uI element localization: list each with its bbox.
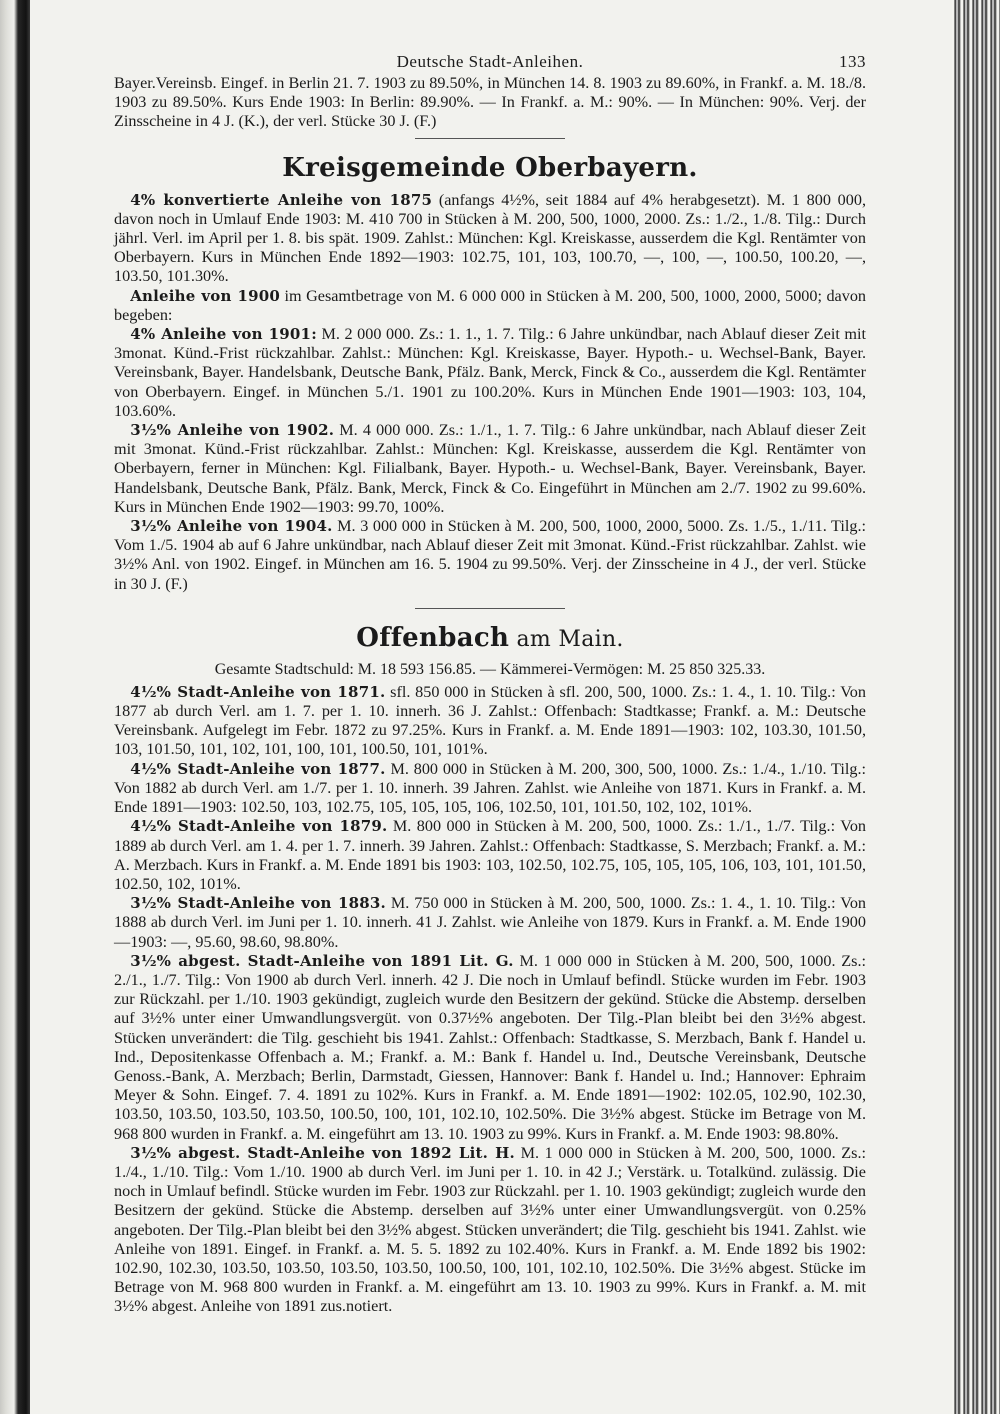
divider — [415, 138, 565, 139]
loan-heading: 4½% Stadt-Anleihe von 1879. — [130, 817, 388, 836]
divider — [415, 608, 565, 609]
intro-paragraph: Bayer.Vereinsb. Eingef. in Berlin 21. 7. 1903 zu 89.50%, in München 14. 8. 1903 zu 89.60%, in Frankf. a. M. 18./8. 1903 zu 89.50%. Kurs Ende 1903: In Berlin: 89.90%. — In Frankf. a. M.: 90%. — In München: 90%. Verj. der Zinsscheine in 4 J. (K.), der verl. Stücke 30 J. (F.) — [114, 74, 866, 131]
section-title-oberbayern: Kreisgemeinde Oberbayern. — [282, 152, 698, 183]
loan-entry — [114, 287, 866, 325]
section-oberbayern-entries — [114, 191, 866, 594]
loan-details: M. 3 000 000 in Stücken à M. 200, 500, 1000, 2000, 5000. Zs. 1./5., 1./11. Tilg.: Vom 1./5. 1904 ab auf 6 Jahre unkündbar, nach Ablauf dieser Zeit mit 3monat. Künd.-Frist rückzahlbar. Zahlst. wie 3½% Anl. von 1902. Eingef. in München am 16. 5. 1904 zu 99.50%. Verj. der Zinsscheine in 4 J., der verl. Stücke in 30 J. (F.) — [114, 517, 866, 593]
debt-summary: Gesamte Stadtschuld: M. 18 593 156.85. — Kämmerei-Vermögen: M. 25 850 325.33. — [214, 660, 766, 678]
loan-heading: Anleihe von 1900 — [130, 286, 281, 305]
loan-details: M. 800 000 in Stücken à M. 200, 300, 500, 1000. Zs.: 1./4., 1./10. Tilg.: Von 1882 ab durch Verl. am 1./7. per 1. 10. innerh. 39 Jahren. Zahlst. wie Anleihe von 1871. Kurs in Frankf. a. M. Ende 1891—1903: 102.50, 103, 102.75, 105, 105, 105, 106, 102.50, 101, 101.50, 102, 102, 101%. — [114, 759, 866, 817]
loan-details: M. 750 000 in Stücken à M. 200, 500, 1000. Zs.: 1. 4., 1. 10. Tilg.: Von 1888 ab durch Verl. im Juni per 1. 10. innerh. 41 J. Zahlst. wie Anleihe von 1879. Kurs in Frankf. a. M. Ende 1900—1903: —, 95.60, 98.60, 98.80%. — [114, 894, 867, 951]
loan-entry — [114, 952, 866, 1144]
loan-heading: 3½% Stadt-Anleihe von 1883. — [130, 894, 386, 913]
loan-entry — [114, 894, 866, 952]
loan-details: M. 1 000 000 in Stücken à M. 200, 500, 1000. Zs.: 2./1., 1./7. Tilg.: Von 1900 ab durch Verl. innerh. 42 J. Die noch in Umlauf befindl. Stücke wurden im Febr. 1903 zur Rückzahl. per 1./10. 1903 gekündigt, zugleich wurde den Besitzern der gekünd. Stücke die Abstemp. derselben auf 3½% unter einer Umwandlungsvergüt. von 0.37½% angeboten. Der Tilg.-Plan bleibt bei den 3½% abgest. Stücken unverändert: die Tilg. geschieht bis 1941. Zahlst.: Offenbach: Stadtkasse, S. Merzbach, Bank f. Handel u. Ind., Depositenkasse Offenbach a. M.; Frankf. a. M.: Bank f. Handel u. Ind., Deutsche Vereinsbank, Deutsche Genoss.-Bank, A. Merzbach; Berlin, Darmstadt, Giessen, Hannover: Bank f. Handel u. Ind.; Hannover: Ephraim Meyer & Sohn. Eingef. 7. 4. 1891 zu 102%. Kurs in Frankf. a. M. Ende 1891—1902: 102.05, 102.90, 102.30, 103.50, 103.50, 103.50, 103.50, 100.50, 100, 101, 102.10, 102.50%. Die 3½% abgest. Stücke im Betrage von M. 968 800 wurden in Frankf. a. M. eingeführt am 13. 10. 1903 zu 99%. Kurs in Frankf. a. M. Ende 1903: 98.80%. — [114, 951, 867, 1143]
loan-heading: 4% Anleihe von 1901: — [130, 325, 317, 344]
loan-entry — [114, 517, 866, 594]
loan-heading: 3½% abgest. Stadt-Anleihe von 1892 Lit. H. — [130, 1143, 515, 1162]
loan-entry — [114, 1144, 866, 1317]
loan-entry — [114, 325, 866, 421]
running-head — [114, 48, 866, 74]
book-spine-edge — [0, 0, 30, 1414]
loan-details: im Gesamtbetrage von M. 6 000 000 in Stücken à M. 200, 500, 1000, 2000, 5000; davon begeben: — [114, 286, 867, 324]
loan-entry — [114, 817, 866, 894]
loan-heading: 3½% abgest. Stadt-Anleihe von 1891 Lit. G. — [130, 951, 514, 970]
loan-details: M. 4 000 000. Zs.: 1./1., 1. 7. Tilg.: 6 Jahre unkündbar, nach Ablauf dieser Zeit mit 3monat. Künd.-Frist rückzahlbar. Zahlst.: München: Kgl. Kreiskasse, ausserdem die Kgl. Rentämter von Oberbayern, ferner in München: Kgl. Filialbank, Bayer. Hypoth.- u. Wechsel-Bank, Bayer. Vereinsbank, Bayer. Handelsbank, Deutsche Bank, Pfälz. Bank, Merck, Finck & Co. Eingeführt in München am 2./7. 1902 zu 99.60%. Kurs in München Ende 1902—1903: 99.70, 100%. — [114, 421, 866, 516]
page-stack-edge — [952, 0, 1000, 1414]
loan-heading: 4½% Stadt-Anleihe von 1877. — [130, 759, 386, 778]
loan-heading: 4½% Stadt-Anleihe von 1871. — [130, 682, 386, 701]
loan-heading: 4% konvertierte Anleihe von 1875 — [130, 190, 433, 209]
loan-details: M. 1 000 000 in Stücken à M. 200, 500, 1000. Zs.: 1./4., 1./10. Tilg.: Vom 1./10. 1900 ab durch Verl. im Juni per 1. 10. in 42 J.; Verstärk. u. Totalkünd. zulässig. Die noch in Umlauf befindl. Stücke wurden im Febr. 1903 zur Rückzahl. per 1. 10. 1903 gekündigt; zugleich wurde den Besitzern der gekünd. Stücke die Abstemp. derselben auf 3½% unter einer Umwandlungsvergüt. von 0.25% angeboten. Der Tilg.-Plan bleibt bei den 3½% abgest. Stücken unverändert; die Tilg. geschieht bis 1941. Zahlst. wie Anleihe von 1891. Eingef. in Frankf. a. M. 5. 5. 1892 zu 102.40%. Kurs in Frankf. a. M. Ende 1892 bis 1902: 102.90, 102.30, 103.50, 103.50, 103.50, 103.50, 100.50, 100, 101, 102.10, 102.50%. Die 3½% abgest. Stücke im Betrage von M. 968 800 wurden in Frankf. a. M. eingeführt am 13. 10. 1903 zu 99%. Kurs in Frankf. a. M. mit 3½% abgest. Anleihe von 1891 zus.notiert. — [114, 1143, 867, 1316]
section-title-offenbach: Offenbach am Main. — [356, 622, 624, 653]
loan-details: sfl. 850 000 in Stücken à sfl. 200, 500, 1000. Zs.: 1. 4., 1. 10. Tilg.: Von 1877 ab durch Verl. am 1. 7. per 1. 10. innerh. 36 J. Zahlst.: Offenbach: Stadtkasse; Frankf. a. M.: Deutsche Vereinsbank. Aufgelegt im Febr. 1872 zu 97.25%. Kurs in Frankf. a. M. Ende 1891—1903: 102, 103.30, 101.50, 103, 101.50, 101, 102, 101, 100, 101, 100.50, 101, 101%. — [114, 682, 866, 759]
section-offenbach-entries — [114, 683, 866, 1317]
page-number: 133 — [839, 52, 866, 71]
running-title: Deutsche Stadt-Anleihen. — [396, 52, 584, 71]
loan-entry — [114, 191, 866, 287]
loan-heading: 3½% Anleihe von 1902. — [130, 421, 335, 440]
loan-entry — [114, 421, 866, 517]
loan-entry — [114, 683, 866, 760]
loan-details: M. 800 000 in Stücken à M. 200, 500, 1000. Zs.: 1./1., 1./7. Tilg.: Von 1889 ab durch Verl. am 1. 4. per 1. 7. innerh. 39 Jahren. Zahlst.: Offenbach: Stadtkasse, S. Merzbach; Frankf. a. M.: A. Merzbach. Kurs in Frankf. a. M. Ende 1891 bis 1903: 103, 102.50, 102.75, 105, 105, 105, 106, 103, 101, 101.50, 102.50, 102, 101%. — [114, 817, 867, 893]
loan-details: (anfangs 4½%, seit 1884 auf 4% herabgesetzt). M. 1 800 000, davon noch in Umlauf Ende 1903: M. 410 700 in Stücken à M. 200, 500, 1000, 2000. Zs.: 1./2., 1./8. Tilg.: Durch jährl. Verl. im April per 1. 8. bis spät. 1909. Zahlst.: München: Kgl. Kreiskasse, ausserdem die Kgl. Rentämter von Oberbayern. Kurs in München Ende 1892—1903: 102.75, 101, 103, 100.70, —, 100, —, 100.50, 100.20, —, 103.50, 101.30%. — [114, 190, 867, 286]
loan-entry — [114, 760, 866, 818]
loan-heading: 3½% Anleihe von 1904. — [130, 517, 333, 536]
page-content — [114, 48, 866, 1317]
loan-details: M. 2 000 000. Zs.: 1. 1., 1. 7. Tilg.: 6 Jahre unkündbar, nach Ablauf dieser Zeit mit 3monat. Künd.-Frist rückzahlbar. Zahlst.: München: Kgl. Kreiskasse, Bayer. Hypoth.- u. Wechsel-Bank, Bayer. Vereinsbank, Bayer. Handelsbank, Deutsche Bank, Pfälz. Bank, Merck, Finck & Co., ausserdem die Kgl. Rentämter von Oberbayern. Eingef. in München 5./1. 1901 zu 100.20%. Kurs in München Ende 1901—1903: 103, 104, 103.60%. — [114, 325, 866, 420]
